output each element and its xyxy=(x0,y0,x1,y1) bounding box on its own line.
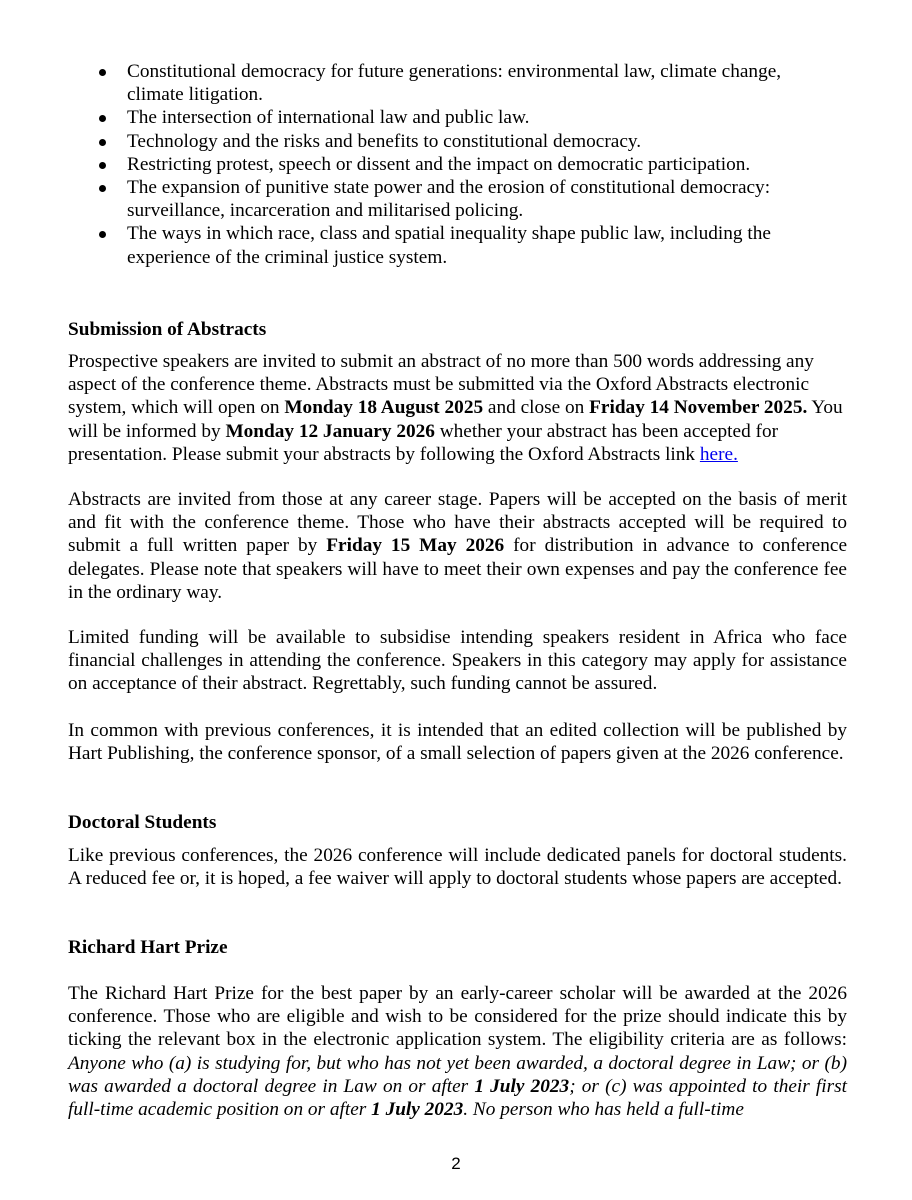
submission-paragraph-2: Abstracts are invited from those at any career stage. Papers will be accepted on the basis of merit and fit with the conference theme. Those who have their abstracts accepted will be required to submit a full written paper by Friday 15 May 2026 for distribution in advance to conference delegates. Please note that speakers will have to meet their own expenses and pay the conference fee in the ordinary way. xyxy=(68,489,847,603)
eligibility-date: 1 July 2023 xyxy=(474,1075,570,1097)
notification-date: Monday 12 January 2026 xyxy=(225,420,435,442)
list-item: Technology and the risks and benefits to constitutional democracy. xyxy=(99,130,819,153)
open-date: Monday 18 August 2025 xyxy=(284,397,484,419)
prize-paragraph: The Richard Hart Prize for the best paper by an early-career scholar will be awarded at the 2026 conference. Those who are eligible and wish to be considered for the prize should indicate this by ticking the relevant box in the electronic application system. The eligibility criteria are as follows: Anyone who (a) is studying for, but who has not yet been awarded, a doctoral degree in Law; or (b) was awarded a doctoral degree in Law on or after 1 July 2023; or (c) was appointed to their first full-time academic position on or after 1 July 2023. No person who has held a full-time xyxy=(68,983,848,1121)
funding-paragraph: Limited funding will be available to subsidise intending speakers resident in Africa who face financial challenges in attending the conference. Speakers in this category may apply for assistance on acceptance of their abstract. Regrettably, such funding cannot be assured. xyxy=(68,627,847,695)
submission-heading: Submission of Abstracts xyxy=(68,319,267,340)
doctoral-heading: Doctoral Students xyxy=(68,812,217,833)
paper-deadline: Friday 15 May 2026 xyxy=(326,535,505,557)
conference-themes-list xyxy=(99,60,819,269)
prize-heading: Richard Hart Prize xyxy=(68,937,228,958)
list-item: The ways in which race, class and spatial inequality shape public law, including the experience of the criminal justice system. xyxy=(99,222,819,268)
publication-paragraph: In common with previous conferences, it is intended that an edited collection will be published by Hart Publishing, the conference sponsor, of a small selection of papers given at the 2026 conference. xyxy=(68,720,847,765)
list-item: The expansion of punitive state power and the erosion of constitutional democracy: surveillance, incarceration and militarised policing. xyxy=(99,176,819,222)
list-item: Constitutional democracy for future generations: environmental law, climate change, climate litigation. xyxy=(99,60,819,106)
list-item: Restricting protest, speech or dissent and the impact on democratic participation. xyxy=(99,153,819,176)
list-item: The intersection of international law and public law. xyxy=(99,106,819,129)
eligibility-date: 1 July 2023 xyxy=(371,1099,464,1121)
page-number: 2 xyxy=(451,1154,461,1173)
submission-paragraph-1: Prospective speakers are invited to submit an abstract of no more than 500 words addressing any aspect of the conference theme. Abstracts must be submitted via the Oxford Abstracts electronic system, which will open on Monday 18 August 2025 and close on Friday 14 November 2025. You will be informed by Monday 12 January 2026 whether your abstract has been accepted for presentation. Please submit your abstracts by following the Oxford Abstracts link here. xyxy=(68,351,843,465)
doctoral-paragraph: Like previous conferences, the 2026 conference will include dedicated panels for doctoral students. A reduced fee or, it is hoped, a fee waiver will apply to doctoral students whose papers are accepted. xyxy=(68,845,847,890)
oxford-abstracts-link[interactable]: here. xyxy=(699,443,738,465)
close-date: Friday 14 November 2025. xyxy=(589,397,808,419)
